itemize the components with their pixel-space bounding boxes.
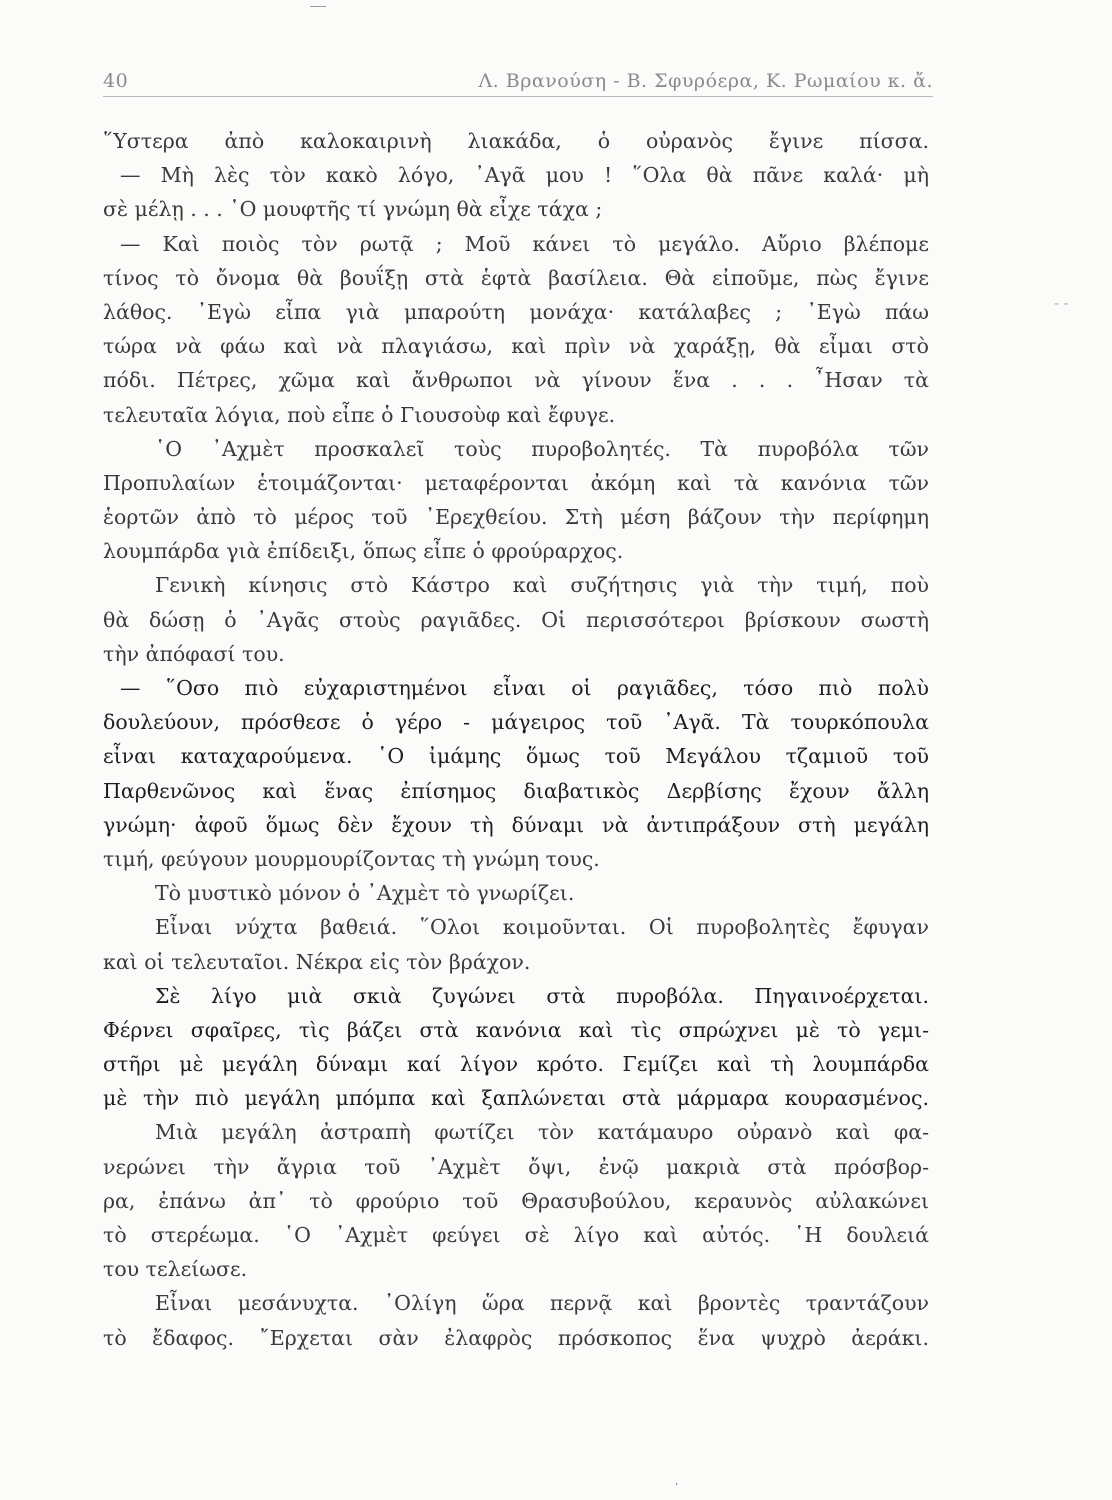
text-line: — Καὶ ποιὸς τὸν ρωτᾷ ; Μοῦ κάνει τὸ μεγάλο. Αὔριο βλέπομε <box>120 231 929 256</box>
text-line: δουλεύουν, πρόσθεσε ὁ γέρο - μάγειρος τοῦ ᾿Αγᾶ. Τὰ τουρκόπουλα <box>103 710 929 735</box>
text-line: Γενικὴ κίνησις στὸ Κάστρο καὶ συζήτησις γιὰ τὴν τιμή, ποὺ <box>155 573 929 598</box>
text-line: Εἶναι μεσάνυχτα. ᾿Ολίγη ὥρα περνᾷ καὶ βροντὲς τραντάζουν <box>155 1291 929 1316</box>
text-line: Παρθενῶνος καὶ ἕνας ἐπίσημος διαβατικὸς Δερβίσης ἔχουν ἄλλη <box>103 778 929 803</box>
text-line: ῞Υστερα ἀπὸ καλοκαιρινὴ λιακάδα, ὁ οὐρανὸς ἔγινε πίσσα. <box>103 129 929 153</box>
text-line: εἶναι καταχαρούμενα. ῾Ο ἰμάμης ὅμως τοῦ Μεγάλου τζαμιοῦ τοῦ <box>103 744 929 769</box>
text-line: ἑορτῶν ἀπὸ τὸ μέρος τοῦ ᾿Ερεχθείου. Στὴ μέση βάζουν τὴν περίφημη <box>103 505 929 530</box>
text-line: του τελείωσε. <box>103 1257 248 1282</box>
text-line: καὶ οἱ τελευταῖοι. Νέκρα εἰς τὸν βράχον. <box>103 949 531 974</box>
text-line: Φέρνει σφαῖρες, τὶς βάζει στὰ κανόνια καὶ τὶς σπρώχνει μὲ τὸ γεμι- <box>103 1017 929 1042</box>
scan-mark <box>310 6 326 7</box>
text-line: Τὸ μυστικὸ μόνον ὁ ᾿Αχμὲτ τὸ γνωρίζει. <box>155 881 575 906</box>
text-line: γνώμη· ἀφοῦ ὅμως δὲν ἔχουν τὴ δύναμι νὰ ἀντιπράξουν στὴ μεγάλη <box>103 812 929 837</box>
text-line: τὸ ἔδαφος. ῎Ερχεται σὰν ἐλαφρὸς πρόσκοπος ἕνα ψυχρὸ ἀεράκι. <box>103 1325 929 1350</box>
text-line: Εἶναι νύχτα βαθειά. ῞Ολοι κοιμοῦνται. Οἱ πυροβολητὲς ἔφυγαν <box>155 915 929 940</box>
text-line: Μιὰ μεγάλη ἀστραπὴ φωτίζει τὸν κατάμαυρο οὐρανὸ καὶ φα- <box>155 1120 929 1145</box>
text-line: — Μὴ λὲς τὸν κακὸ λόγο, ᾿Αγᾶ μου ! ῞Ολα θὰ πᾶνε καλά· μὴ <box>120 163 929 188</box>
text-line: ρα, ἐπάνω ἀπ᾿ τὸ φρούριο τοῦ Θρασυβούλου, κεραυνὸς αὐλακώνει <box>103 1188 929 1213</box>
text-line: λάθος. ᾿Εγὼ εἶπα γιὰ μπαρούτη μονάχα· κατάλαβες ; ᾿Εγὼ πάω <box>103 299 929 324</box>
text-line: ῾Ο ᾿Αχμὲτ προσκαλεῖ τοὺς πυροβολητές. Τὰ πυροβόλα τῶν <box>155 436 929 461</box>
page-header <box>103 62 933 97</box>
text-line: τιμή, φεύγουν μουρμουρίζοντας τὴ γνώμη τους. <box>103 846 600 871</box>
body-text <box>103 124 929 1355</box>
text-line: στῆρι μὲ μεγάλη δύναμι καί λίγον κρότο. Γεμίζει καὶ τὴ λουμπάρδα <box>103 1052 929 1077</box>
running-head: Λ. Βρανούση - Β. Σφυρόερα, Κ. Ρωμαίου κ. ἄ. <box>478 70 933 92</box>
text-line: τὸ στερέωμα. ῾Ο ᾿Αχμὲτ φεύγει σὲ λίγο καὶ αὐτός. ῾Η δουλειά <box>103 1223 929 1247</box>
text-line: πόδι. Πέτρες, χῶμα καὶ ἄνθρωποι νὰ γίνουν ἕνα . . . ῏Ησαν τὰ <box>103 368 929 393</box>
text-line: τώρα νὰ φάω καὶ νὰ πλαγιάσω, καὶ πρὶν νὰ χαράξῃ, θὰ εἶμαι στὸ <box>103 334 929 359</box>
text-line: τίνος τὸ ὄνομα θὰ βουΐξῃ στὰ ἑφτὰ βασίλεια. Θὰ εἰποῦμε, πὼς ἔγινε <box>103 265 929 290</box>
text-line: μὲ τὴν πιὸ μεγάλη μπόμπα καὶ ξαπλώνεται στὰ μάρμαρα κουρασμένος. <box>103 1086 929 1111</box>
text-line: τελευταῖα λόγια, ποὺ εἶπε ὁ Γιουσοὺφ καὶ ἔφυγε. <box>103 402 616 427</box>
page-number: 40 <box>103 70 129 92</box>
text-line: νερώνει τὴν ἄγρια τοῦ ᾿Αχμὲτ ὄψι, ἐνῷ μακριὰ στὰ πρόσβορ- <box>103 1154 929 1179</box>
text-line: λουμπάρδα γιὰ ἐπίδειξι, ὅπως εἶπε ὁ φρούραρχος. <box>103 539 624 564</box>
text-line: σὲ μέλῃ . . . ῾Ο μουφτῆς τί γνώμη θὰ εἶχε τάχα ; <box>103 197 603 222</box>
text-line: — ῞Οσο πιὸ εὐχαριστημένοι εἶναι οἱ ραγιᾶδες, τόσο πιὸ πολὺ <box>120 676 929 700</box>
text-line: Προπυλαίων ἑτοιμάζονται· μεταφέρονται ἀκόμη καὶ τὰ κανόνια τῶν <box>103 470 929 495</box>
text-line: τὴν ἀπόφασί του. <box>103 641 285 666</box>
text-line: Σὲ λίγο μιὰ σκιὰ ζυγώνει στὰ πυροβόλα. Πηγαινοέρχεται. <box>155 983 929 1008</box>
text-line: θὰ δώσῃ ὁ ᾿Αγᾶς στοὺς ραγιᾶδες. Οἱ περισσότεροι βρίσκουν σωστὴ <box>103 607 929 632</box>
margin-mark: - - <box>1054 296 1069 312</box>
